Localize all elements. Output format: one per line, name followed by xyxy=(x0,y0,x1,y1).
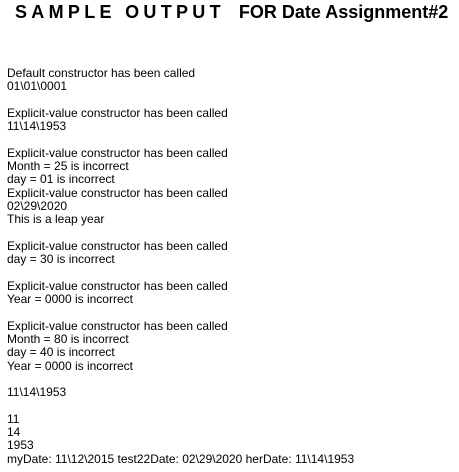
output-line: myDate: 11\12\2015 test22Date: 02\29\2020 herDate: 11\14\1953 xyxy=(7,451,355,466)
output-line: 14 xyxy=(7,425,21,440)
blank-line xyxy=(7,399,354,412)
output-line: 02\29\2020 xyxy=(7,198,68,213)
output-line: Default constructor has been called xyxy=(7,66,196,80)
blank-line xyxy=(7,227,354,240)
document-title xyxy=(15,0,448,24)
output-line: Year = 0000 is incorrect xyxy=(7,292,133,307)
output-line: day = 40 is incorrect xyxy=(7,345,115,360)
output-line: Explicit-value constructor has been called xyxy=(7,278,228,293)
output-line: 11\14\1953 xyxy=(7,385,67,400)
output-line: 11 xyxy=(7,411,20,426)
output-line: Explicit-value constructor has been called xyxy=(7,185,228,200)
blank-line xyxy=(7,133,354,146)
output-line: Explicit-value constructor has been called xyxy=(7,145,228,160)
blank-line xyxy=(7,306,354,319)
blank-line xyxy=(7,94,354,107)
output-line: Explicit-value constructor has been called xyxy=(7,105,228,120)
output-line: 01\01\0001 xyxy=(7,79,68,94)
blank-line xyxy=(7,266,354,279)
output-line: Year = 0000 is incorrect xyxy=(7,358,133,373)
output-line: 11\14\1953 xyxy=(7,119,67,134)
output-line: This is a leap year xyxy=(7,212,105,227)
blank-line xyxy=(7,373,354,386)
title-assignment: FOR Date Assignment#2 xyxy=(238,2,449,22)
output-line: Explicit-value constructor has been called xyxy=(7,318,228,333)
output-line: day = 30 is incorrect xyxy=(7,252,115,267)
output-line: Month = 80 is incorrect xyxy=(7,331,129,346)
output-line: Month = 25 is incorrect xyxy=(7,159,129,174)
console-output xyxy=(7,67,354,466)
output-line: day = 01 is incorrect xyxy=(7,172,115,187)
output-line: 1953 xyxy=(7,438,34,453)
output-line: Explicit-value constructor has been called xyxy=(7,238,228,253)
title-sample-output: SAMPLE OUTPUT xyxy=(15,2,225,22)
